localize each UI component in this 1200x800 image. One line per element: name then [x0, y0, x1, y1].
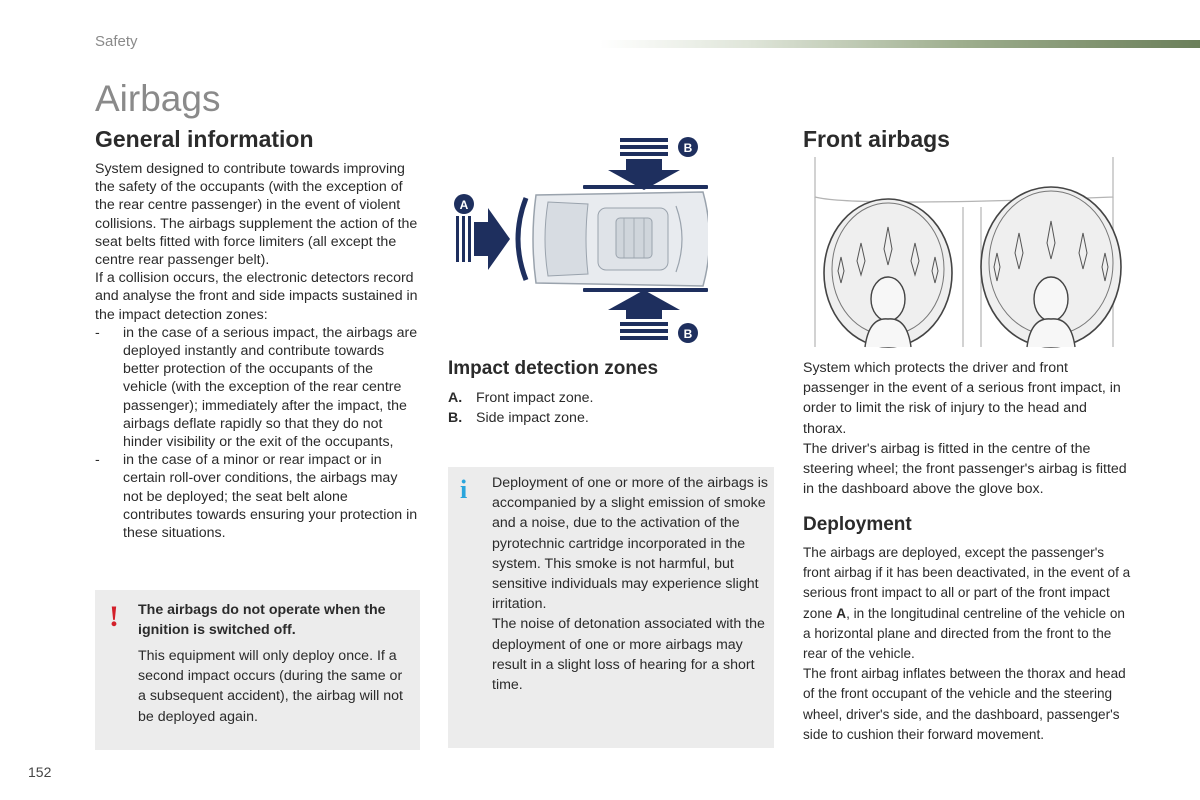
list-item-text: Front impact zone. [476, 390, 594, 406]
passenger-airbag [981, 187, 1121, 347]
label-a-text: A [459, 198, 469, 212]
list-item-letter: B. [448, 410, 463, 426]
driver-airbag [824, 199, 952, 347]
bullet-dash: - [95, 452, 100, 469]
info-text-2: The noise of detonation associated with the deployment of one or more airbags may result in a slight loss of hearing for a short time. [492, 616, 765, 694]
bullet-dash: - [95, 324, 100, 341]
label-b-top-badge [678, 137, 698, 157]
general-information-heading: General information [95, 126, 314, 152]
front-airbags-illustration [813, 157, 1128, 349]
inflated-airbags-illustration [813, 157, 1128, 349]
general-paragraph-2: If a collision occurs, the electronic detectors record and analyse the front and side impacts sustained in the impact detection zones: [95, 270, 418, 323]
info-box [448, 467, 774, 748]
bullet-text: in the case of a minor or rear impact or in certain roll-over conditions, the airbags may not be deployed; the seat belt alone contributes towards ensuring your protection in these situations. [123, 452, 418, 542]
front-airbags-paragraph-1: System which protects the driver and front passenger in the event of a serious front impact, in order to limit the risk of injury to the head and thorax. [803, 360, 1121, 437]
deployment-text-after: , in the longitudinal centreline of the vehicle on a horizontal plane and directed from the front to the rear of the vehicle. [803, 605, 1125, 662]
deployment-paragraph-1 [803, 543, 1133, 664]
label-a-badge [454, 194, 474, 214]
info-content [492, 473, 768, 695]
header-gradient-bar [600, 40, 1200, 48]
car-body [533, 192, 708, 286]
impact-zones-diagram [448, 130, 708, 350]
info-text-1: Deployment of one or more of the airbags is accompanied by a slight emission of smoke and a noise, due to the activation of the pyrotechnic cartridge incorporated in the system. This smoke is not harmful, but sensitive individuals may experience slight irritation. [492, 475, 769, 613]
bullet-item [95, 324, 420, 451]
list-item-text: Side impact zone. [476, 410, 589, 426]
warning-content [138, 600, 412, 727]
bullet-item [95, 451, 420, 542]
top-impact-arrow [608, 138, 680, 190]
exclamation-icon: ! [109, 600, 119, 633]
label-b-bottom-badge [678, 323, 698, 343]
list-item [448, 408, 748, 428]
list-item [448, 388, 748, 408]
general-paragraph-1: System designed to contribute towards improving the safety of the occupants (with the exception of the rear centre passenger) in the event of violent collisions. The airbags supplement the action of the seat belts fitted with force limiters (all except the centre rear passenger belt). [95, 161, 418, 269]
section-label: Safety [95, 33, 138, 50]
bullet-text: in the case of a serious impact, the airbags are deployed instantly and contribute towards better protection of the occupants of the vehicle (with the exception of the rear centre passenger); immediately after the impact, the airbags deflate rapidly so that they do not hinder visibility or the exit of the occupants, [123, 324, 418, 451]
deployment-paragraph-2: The front airbag inflates between the thorax and head of the front occupant of the vehicle and the steering wheel, driver's side, and the dashboard, passenger's side to cushion their forward movement. [803, 666, 1126, 742]
page-title: Airbags [95, 78, 221, 119]
deployment-text-before: The airbags are deployed, except the passenger's front airbag if it has been deactivated, in the event of a serious front impact to all or part of the front impact zone [803, 545, 1131, 621]
car-top-view-illustration [448, 130, 708, 350]
front-airbags-text [803, 358, 1128, 499]
label-b-bottom-text: B [683, 327, 693, 341]
info-icon: i [460, 475, 468, 504]
impact-zones-heading: Impact detection zones [448, 358, 659, 379]
page-number: 152 [28, 764, 52, 780]
list-item-letter: A. [448, 390, 463, 406]
front-airbags-paragraph-2: The driver's airbag is fitted in the centre of the steering wheel; the front passenger's airbag is fitted in the dashboard above the glove box. [803, 440, 1127, 498]
warning-box [95, 590, 420, 750]
general-information-text [95, 160, 420, 542]
impact-zones-list [448, 388, 748, 428]
front-airbags-heading: Front airbags [803, 126, 950, 152]
deployment-zone-letter: A [836, 605, 847, 621]
warning-text: This equipment will only deploy once. If a second impact occurs (during the same or a subsequent accident), the airbag will not be deployed again. [138, 648, 403, 725]
front-impact-arrow [456, 208, 510, 270]
deployment-text [803, 543, 1133, 745]
deployment-heading: Deployment [803, 514, 912, 535]
bottom-impact-arrow [608, 290, 680, 340]
label-b-top-text: B [683, 141, 693, 155]
warning-bold-text: The airbags do not operate when the ignition is switched off. [138, 602, 386, 638]
